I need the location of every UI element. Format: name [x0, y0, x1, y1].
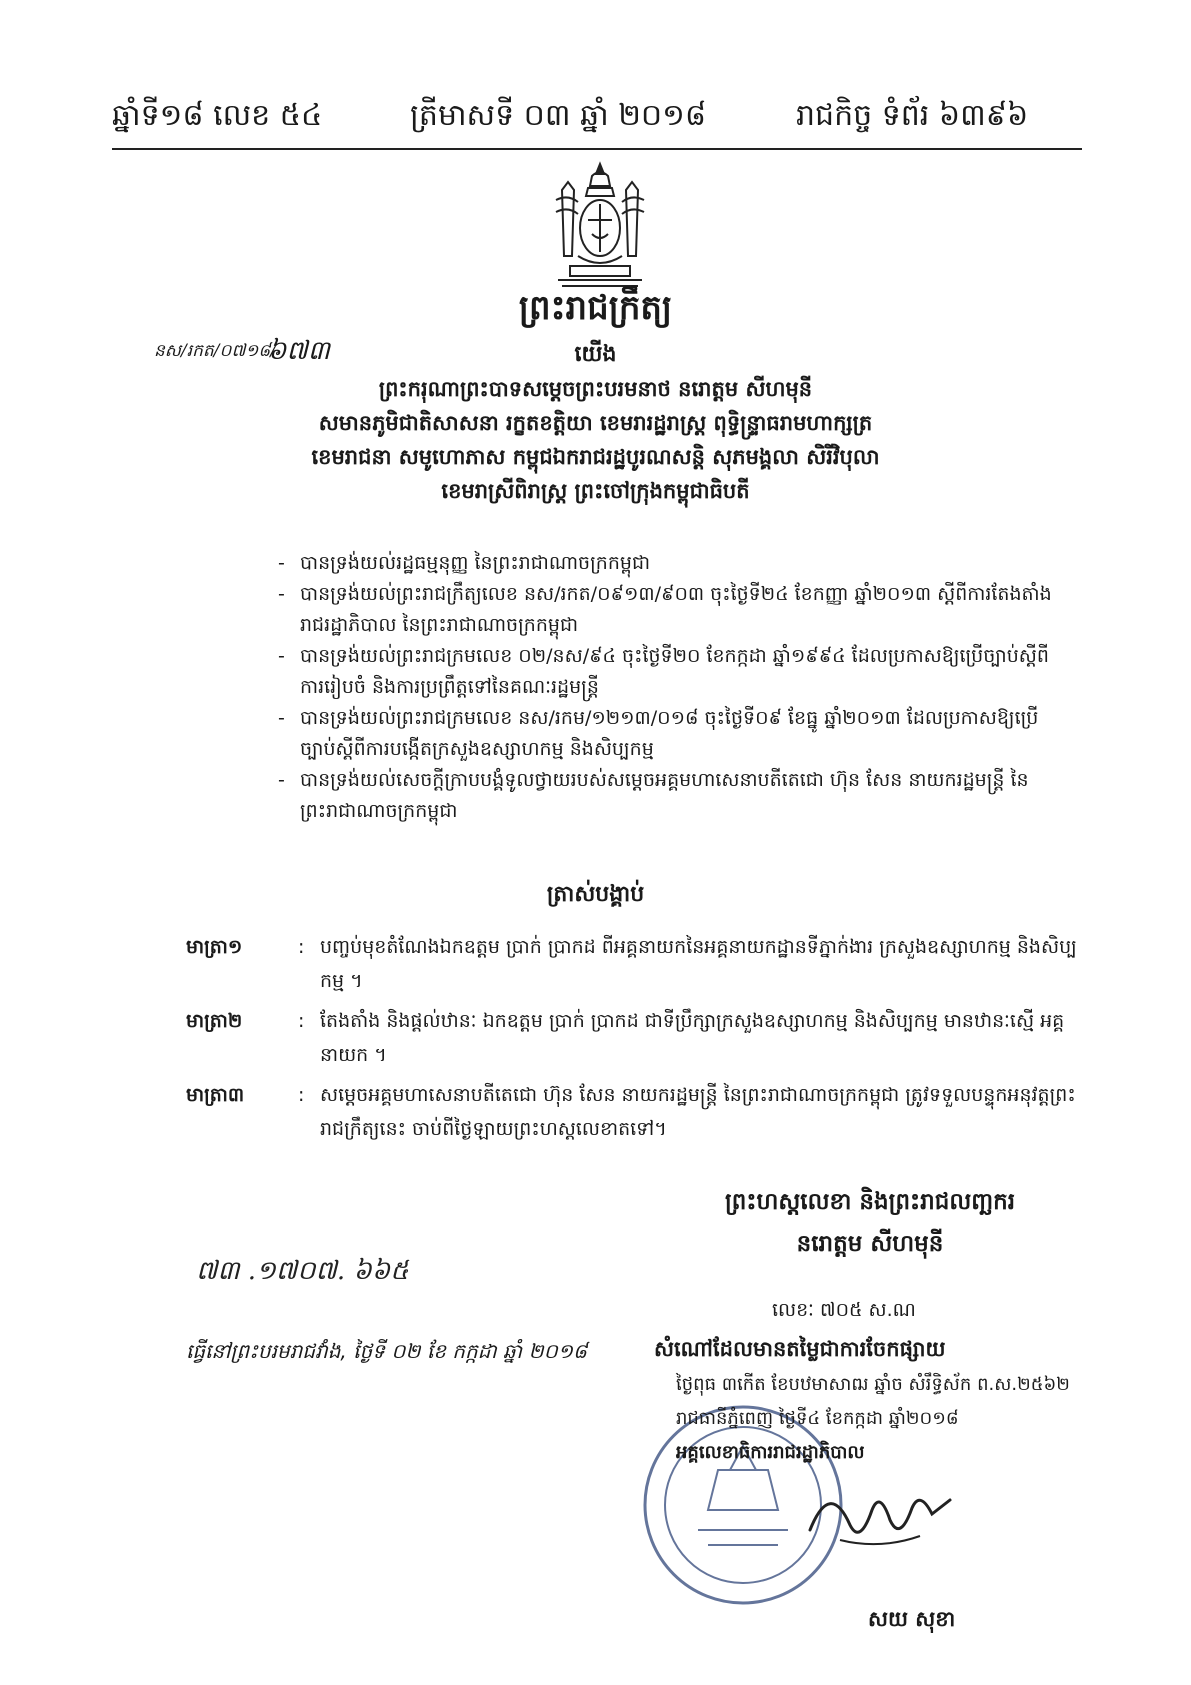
article-label: មាត្រា៣	[186, 1084, 245, 1106]
consideration-item: - បានទ្រង់យល់រដ្ឋធម្មនុញ្ញ នៃព្រះរាជាណាចក្រកម្ពុជា	[278, 548, 1068, 579]
header-quarter: ត្រីមាសទី ០៣ ឆ្នាំ ២០១៨	[410, 98, 707, 133]
consideration-item: - បានទ្រង់យល់សេចក្តីក្រាបបង្គំទូលថ្វាយរបស់សម្តេចអគ្គមហាសេនាបតីតេជោ ហ៊ុន សែន នាយករដ្ឋមន្ត្រី នៃព្រះរាជាណាចក្រកម្ពុជា	[278, 765, 1068, 827]
certified-copy-lunar-date: ថ្ងៃពុធ ៣កើត ខែបឋមាសាឍ ឆ្នាំច សំរឹទ្ធិស័ក ព.ស.២៥៦២	[676, 1374, 1070, 1395]
document-title: ព្រះរាជក្រឹត្យ	[518, 288, 673, 328]
certified-copy-title: សំណៅដែលមានតម្លៃជាការចែកផ្សាយ	[654, 1337, 946, 1361]
article-item	[186, 1004, 1086, 1072]
king-titles	[0, 372, 1191, 508]
we-heading: យើង	[574, 342, 617, 367]
king-name: នរោត្តម សីហមុនី	[796, 1231, 944, 1257]
article-item	[186, 930, 1086, 998]
reference-number: នស/រកត/០៧១៨/	[154, 341, 277, 361]
certified-copy-date: រាជធានីភ្នំពេញ ថ្ងៃទី៤ ខែកក្កដា ឆ្នាំ២០១៨	[676, 1408, 959, 1429]
consideration-item: - បានទ្រង់យល់ព្រះរាជក្រឹត្យលេខ នស/រកត/០៩១៣/៩០៣ ចុះថ្ងៃទី២៤ ខែកញ្ញា ឆ្នាំ២០១៣ ស្តីពីការតែងតាំងរាជរដ្ឋាភិបាល នៃព្រះរាជាណាចក្រកម្ពុជា	[278, 579, 1068, 641]
header-year-issue: ឆ្នាំទី១៨ លេខ ៥៤	[112, 98, 323, 133]
king-title-line: ព្រះករុណាព្រះបាទសម្តេចព្រះបរមនាថ នរោត្តម សីហមុនី	[378, 377, 813, 401]
signer-name: សយ សុខា	[868, 1607, 956, 1631]
certified-copy-office: អគ្គលេខាធិការរាជរដ្ឋាភិបាល	[676, 1442, 865, 1463]
king-title-line: ខេមរាជនា សមូហោភាស កម្ពុជឯករាជរដ្ឋបូរណសន្តិ សុភមង្គលា សិរីវិបុលា	[311, 445, 880, 469]
handwritten-signature-icon	[800, 1470, 960, 1560]
articles-list	[186, 930, 1086, 1152]
article-colon: :	[298, 1084, 305, 1106]
royal-emblem-icon	[548, 160, 652, 292]
royal-signature-heading: ព្រះហស្តលេខា និងព្រះរាជលញ្ឆករ	[724, 1189, 1016, 1215]
header-page: រាជកិច្ច ទំព័រ ៦៣៩៦	[796, 98, 1029, 133]
place-and-date: ធ្វើនៅព្រះបរមរាជវាំង, ថ្ងៃទី ០២ ខែ កក្កដា ឆ្នាំ ២០១៨	[186, 1339, 588, 1363]
reference-number-handwritten: ៦៧៣	[268, 336, 330, 366]
article-text: សម្តេចអគ្គមហាសេនាបតីតេជោ ហ៊ុន សែន នាយករដ្ឋមន្ត្រី នៃព្រះរាជាណាចក្រកម្ពុជា ត្រូវទទួលបន្ទុកអនុវត្តព្រះរាជក្រឹត្យនេះ ចាប់ពីថ្ងៃឡាយព្រះហស្តលេខាតទៅ។	[320, 1084, 1076, 1140]
king-title-line: ខេមរាស្រីពិរាស្ត្រ ព្រះចៅក្រុងកម្ពុជាធិបតី	[441, 479, 750, 503]
consideration-item: - បានទ្រង់យល់ព្រះរាជក្រមលេខ នស/រកម/១២១៣/០១៨ ចុះថ្ងៃទី០៩ ខែធ្នូ ឆ្នាំ២០១៣ ដែលប្រកាសឱ្យប្រើច្បាប់ស្តីពីការបង្កើតក្រសួងឧស្សាហកម្ម និងសិប្បកម្ម	[278, 703, 1068, 765]
decree-heading: ត្រាស់បង្គាប់	[546, 882, 645, 907]
king-title-line: សមានភូមិជាតិសាសនា រក្ខតខត្តិយា ខេមរារដ្ឋរាស្ត្រ ពុទ្ធិន្ទ្រាធរាមហាក្សត្រ	[318, 411, 873, 435]
article-text: តែងតាំង និងផ្តល់ឋានៈ ឯកឧត្តម ប្រាក់ ប្រាកដ ជាទីប្រឹក្សាក្រសួងឧស្សាហកម្ម និងសិប្បកម្ម មានឋានៈស្មើ អគ្គនាយក ។	[320, 1010, 1065, 1066]
article-item	[186, 1078, 1086, 1146]
article-colon: :	[298, 1010, 305, 1032]
header-rule	[112, 148, 1082, 150]
article-label: មាត្រា១	[186, 936, 243, 958]
considerations-list	[278, 548, 1068, 827]
handwritten-registration: ៧៣ .១៧០៧. ៦៦៥	[196, 1256, 409, 1286]
consideration-item: - បានទ្រង់យល់ព្រះរាជក្រមលេខ ០២/នស/៩៤ ចុះថ្ងៃទី២០ ខែកក្កដា ឆ្នាំ១៩៩៤ ដែលប្រកាសឱ្យប្រើច្បាប់ស្តីពីការរៀបចំ និងការប្រព្រឹត្តទៅនៃគណៈរដ្ឋមន្ត្រី	[278, 641, 1068, 703]
signature-number: លេខៈ ៧០៥ ស.ណ	[772, 1299, 916, 1321]
article-text: បញ្ចប់មុខតំណែងឯកឧត្តម ប្រាក់ ប្រាកដ ពីអគ្គនាយកនៃអគ្គនាយកដ្ឋានទីភ្នាក់ងារ ក្រសួងឧស្សាហកម្ម និងសិប្បកម្ម ។	[320, 936, 1077, 992]
article-colon: :	[298, 936, 305, 958]
article-label: មាត្រា២	[186, 1010, 243, 1032]
